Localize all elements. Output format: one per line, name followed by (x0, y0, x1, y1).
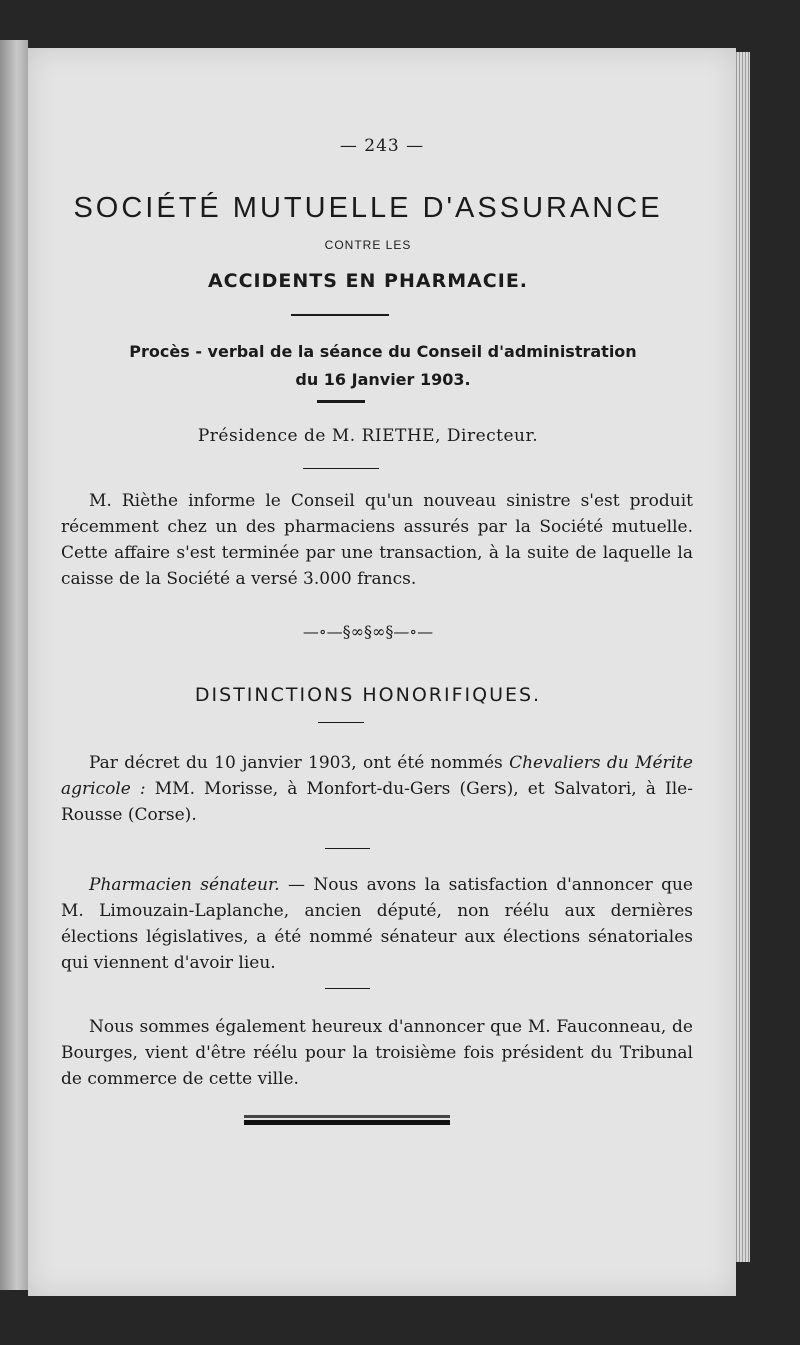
paragraph-fauconneau (61, 1014, 693, 1092)
distinctions-italic: Chevaliers du Mérite agricole : (61, 753, 693, 799)
paragraph-sinistre (61, 488, 693, 592)
senateur-text: — Nous avons la satisfaction d'annoncer que M. Limouzain-Laplanche, ancien député, non réélu aux dernières élections législatives, a été nommé sénateur aux élections sénatoriales qui viennent d'avoir lieu. (61, 875, 693, 973)
society-title-contre: CONTRE LES (324, 238, 412, 252)
end-rule (244, 1118, 450, 1125)
divider-rule (325, 848, 370, 849)
facing-page-edge (0, 40, 28, 1290)
paragraph-distinctions (61, 750, 693, 828)
divider-rule (317, 400, 365, 403)
divider-rule (325, 988, 370, 989)
presidence-line: Présidence de M. RIETHE, Directeur. (197, 426, 539, 446)
proces-verbal-line-1: Procès - verbal de la séance du Conseil d'administration (129, 342, 637, 361)
paragraph-sinistre-text: M. Rièthe informe le Conseil qu'un nouveau sinistre s'est produit récemment chez un des pharmaciens assurés par la Société mutuelle. Cette affaire s'est terminée par une transaction, à la suite de laquelle la caisse de la Société a versé 3.000 francs. (61, 491, 693, 589)
section-title-distinctions: DISTINCTIONS HONORIFIQUES. (194, 684, 542, 706)
society-subtitle: ACCIDENTS EN PHARMACIE. (207, 270, 529, 292)
ornament-divider: —∘—§∞§∞§—∘— (302, 622, 434, 641)
society-title: SOCIÉTÉ MUTUELLE D'ASSURANCE (73, 192, 663, 224)
divider-rule (291, 314, 389, 316)
page-number: — 243 — (339, 136, 425, 156)
senateur-italic: Pharmacien sénateur. (89, 875, 280, 895)
paragraph-senateur (61, 872, 693, 976)
distinctions-text-after: MM. Morisse, à Monfort-du-Gers (Gers), et Salvatori, à Ile-Rousse (Corse). (61, 779, 693, 825)
divider-rule (318, 722, 364, 723)
paragraph-fauconneau-text: Nous sommes également heureux d'annoncer que M. Fauconneau, de Bourges, vient d'être réélu pour la troisième fois président du Tribunal de commerce de cette ville. (61, 1017, 693, 1089)
page (28, 48, 736, 1296)
proces-verbal-heading (68, 338, 698, 394)
distinctions-text-before: Par décret du 10 janvier 1903, ont été nommés (89, 753, 510, 773)
proces-verbal-line-2: du 16 Janvier 1903. (295, 370, 471, 389)
divider-rule (303, 468, 379, 469)
